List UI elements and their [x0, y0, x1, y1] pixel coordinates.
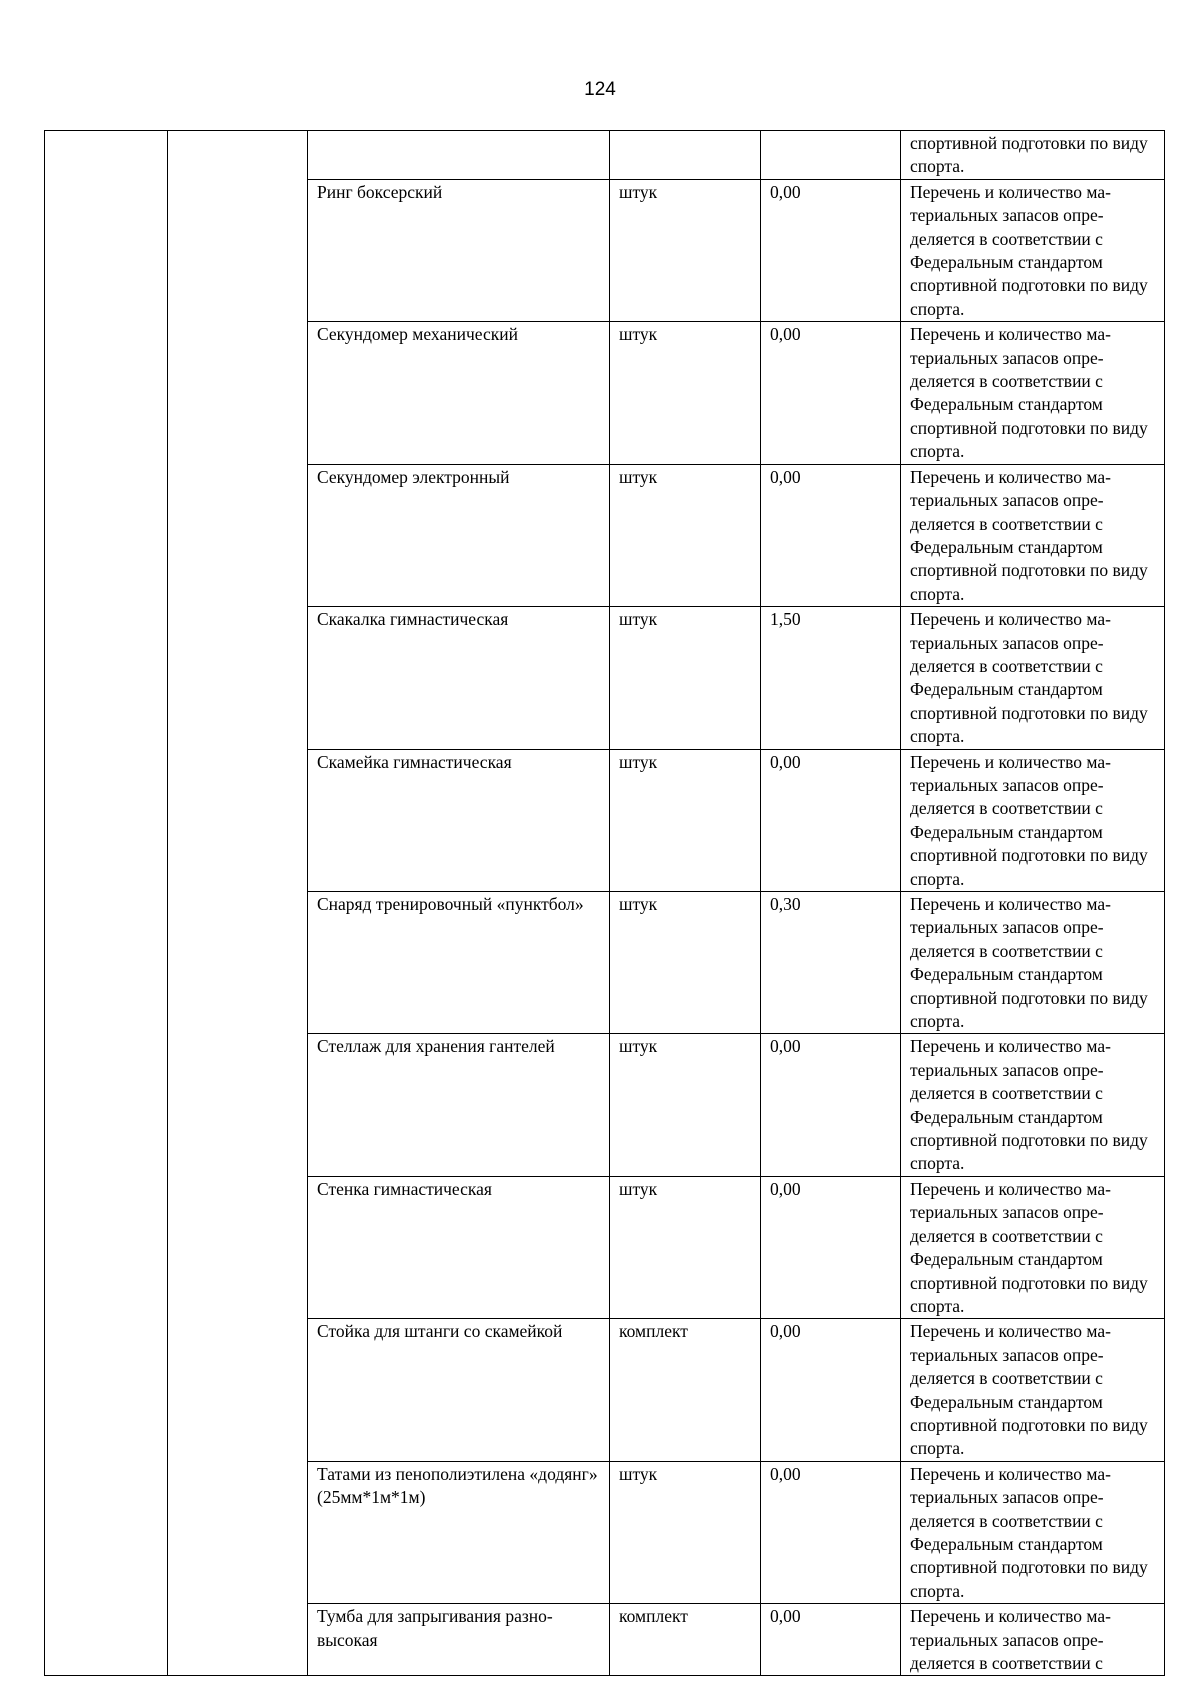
unit-cell	[610, 131, 761, 180]
unit-cell: штук	[610, 1461, 761, 1603]
blank-cell-col-1	[45, 131, 168, 1676]
item-name-cell: Татами из пенополиэтилена «додянг» (25мм*1м*1м)	[308, 1461, 610, 1603]
unit-cell: штук	[610, 322, 761, 464]
item-name-cell: Тумба для запрыгивания разновысокая	[308, 1604, 610, 1676]
item-name-cell: Секундомер механический	[308, 322, 610, 464]
unit-cell: штук	[610, 1176, 761, 1318]
item-name-cell: Стеллаж для хранения гантелей	[308, 1034, 610, 1176]
quantity-cell: 0,00	[761, 1319, 901, 1461]
item-name-cell: Стойка для штанги со скамейкой	[308, 1319, 610, 1461]
blank-cell-col-2	[168, 131, 308, 1676]
item-name-cell: Снаряд тренировочный «пунктбол»	[308, 892, 610, 1034]
quantity-cell: 0,00	[761, 1461, 901, 1603]
note-cell: Перечень и количество материальных запасов определяется в соответствии с Федеральным стандартом спортивной подготовки по виду спорта.	[901, 1319, 1165, 1461]
note-cell: Перечень и количество материальных запасов определяется в соответствии с Федеральным стандартом спортивной подготовки по виду спорта.	[901, 322, 1165, 464]
note-cell: Перечень и количество материальных запасов определяется в соответствии с Федеральным стандартом спортивной подготовки по виду спорта.	[901, 892, 1165, 1034]
table-row-continuation	[45, 131, 1165, 180]
item-name-cell: Скакалка гимнастическая	[308, 607, 610, 749]
note-cell: Перечень и количество материальных запасов определяется в соответствии с Федеральным стандартом спортивной подготовки по виду спорта.	[901, 179, 1165, 321]
equipment-table	[44, 130, 1165, 1676]
note-cell: Перечень и количество материальных запасов определяется в соответствии с Федеральным стандартом спортивной подготовки по виду спорта.	[901, 607, 1165, 749]
item-name-cell: Скамейка гимнастическая	[308, 749, 610, 891]
note-cell: Перечень и количество материальных запасов определяется в соответствии с Федеральным стандартом спортивной подготовки по виду спорта.	[901, 464, 1165, 606]
item-name-cell: Стенка гимнастическая	[308, 1176, 610, 1318]
quantity-cell	[761, 131, 901, 180]
quantity-cell: 0,00	[761, 464, 901, 606]
item-name-cell	[308, 131, 610, 180]
note-cell: Перечень и количество материальных запасов определяется в соответствии с	[901, 1604, 1165, 1676]
item-name-cell: Секундомер электронный	[308, 464, 610, 606]
unit-cell: штук	[610, 179, 761, 321]
note-cell: Перечень и количество материальных запасов определяется в соответствии с Федеральным стандартом спортивной подготовки по виду спорта.	[901, 1461, 1165, 1603]
note-cell: Перечень и количество материальных запасов определяется в соответствии с Федеральным стандартом спортивной подготовки по виду спорта.	[901, 1034, 1165, 1176]
quantity-cell: 0,30	[761, 892, 901, 1034]
note-cell: спортивной подготовки по виду спорта.	[901, 131, 1165, 180]
note-cell: Перечень и количество материальных запасов определяется в соответствии с Федеральным стандартом спортивной подготовки по виду спорта.	[901, 1176, 1165, 1318]
quantity-cell: 0,00	[761, 322, 901, 464]
unit-cell: комплект	[610, 1604, 761, 1676]
quantity-cell: 0,00	[761, 1176, 901, 1318]
note-cell: Перечень и количество материальных запасов определяется в соответствии с Федеральным стандартом спортивной подготовки по виду спорта.	[901, 749, 1165, 891]
quantity-cell: 0,00	[761, 1604, 901, 1676]
quantity-cell: 0,00	[761, 1034, 901, 1176]
page-number: 124	[584, 79, 616, 100]
unit-cell: комплект	[610, 1319, 761, 1461]
unit-cell: штук	[610, 892, 761, 1034]
quantity-cell: 1,50	[761, 607, 901, 749]
quantity-cell: 0,00	[761, 179, 901, 321]
unit-cell: штук	[610, 1034, 761, 1176]
item-name-cell: Ринг боксерский	[308, 179, 610, 321]
unit-cell: штук	[610, 749, 761, 891]
unit-cell: штук	[610, 464, 761, 606]
unit-cell: штук	[610, 607, 761, 749]
quantity-cell: 0,00	[761, 749, 901, 891]
